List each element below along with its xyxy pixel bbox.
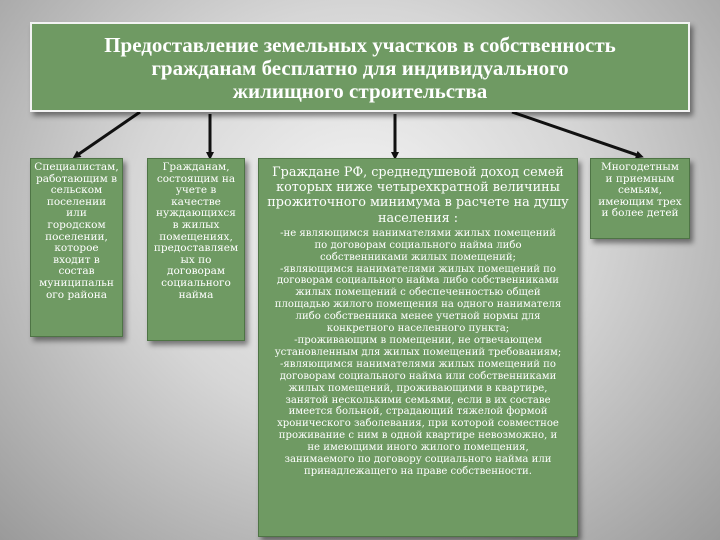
title-line: гражданам бесплатно для индивидуального <box>151 56 569 80</box>
card-text-line: качестве <box>171 195 221 208</box>
card-text-line: либо собственника менее учетной нормы для <box>295 311 541 323</box>
card-text-line: ого района <box>45 288 108 301</box>
card-text-line: конкретного населенного пункта; <box>326 323 510 335</box>
card-text-line: входит в <box>53 253 100 266</box>
card-text-line: принадлежащего на праве собственности. <box>304 465 532 477</box>
card-text-line: в жилых <box>172 218 220 231</box>
card-text-line: хронического заболевания, при которой совместное <box>277 418 559 430</box>
card-heading <box>263 165 573 226</box>
card-text-line: по договорам социального найма либо <box>314 239 522 251</box>
card-text-line: собственниками жилых помещений; <box>320 251 516 263</box>
category-large-families <box>590 158 690 239</box>
card-text-line: учете в <box>175 184 217 197</box>
card-text-line: которое <box>54 242 99 255</box>
card-text-line: нуждающихся <box>156 207 236 220</box>
card-text-line: -являющимся нанимателями жилых помещений по <box>280 263 556 275</box>
card-text-line: договорам <box>167 265 225 278</box>
card-text-line: договорам социального найма либо собственниками <box>276 275 560 287</box>
diagram-title <box>30 22 690 112</box>
card-text-line: договорам социального найма или собственниками <box>279 370 557 382</box>
card-text-line: поселении, <box>45 230 108 243</box>
card-text-line: предоставляем <box>153 242 239 255</box>
card-text-line: жилых помещений, проживающими в квартире, <box>288 382 548 394</box>
arrow-to-category-1 <box>76 112 140 156</box>
card-heading-line: прожиточного минимума в расчете на душу <box>267 195 569 211</box>
card-body <box>263 228 573 478</box>
card-text-line: найма <box>178 288 214 301</box>
card-text-line: занимаемого по договору социального найма или <box>284 454 552 466</box>
card-text-line: не имеющими иного жилого помещения, <box>307 442 529 454</box>
card-text-line: сельском <box>50 184 103 197</box>
title-line: Предоставление земельных участков в собственность <box>104 33 616 57</box>
card-text-line: имеющим трех <box>598 195 682 208</box>
card-text-line: установленным для жилых помещений требованиям; <box>274 346 562 358</box>
card-text-line: работающим в <box>35 172 117 185</box>
card-text-line: семьям, <box>617 184 663 197</box>
card-text-line: и приемным <box>605 172 675 185</box>
card-text-line: муниципальн <box>39 276 114 289</box>
title-line: жилищного строительства <box>232 79 488 103</box>
card-text-line: социального <box>161 276 231 289</box>
card-heading-line: которых ниже четырехкратной величины <box>276 180 560 196</box>
card-text-line: жилых помещений с обеспеченностью общей <box>295 287 541 299</box>
card-text-line: ых по <box>180 253 212 266</box>
category-rural-specialists <box>30 158 123 337</box>
card-text-line: имеется больной, страдающий тяжелой формой <box>288 406 548 418</box>
card-text-line: поселении <box>46 195 107 208</box>
category-low-income-citizens <box>258 158 578 537</box>
card-text-line: и более детей <box>601 207 679 220</box>
card-text-line: или <box>66 207 87 220</box>
card-text-line: помещениях, <box>159 230 233 243</box>
card-text-line: проживание с ним в одной квартире невозможно, и <box>278 430 558 442</box>
card-text-line: состоящим на <box>156 172 236 185</box>
card-text-line: занятой несколькими семьями, если в их составе <box>285 394 551 406</box>
card-heading-line: Граждане РФ, среднедушевой доход семей <box>272 165 564 180</box>
card-heading-line: населения : <box>377 210 459 226</box>
card-text-line: Специалистам, <box>34 161 119 173</box>
card-text-line: городском <box>47 218 106 231</box>
card-text-line: -не являющимся нанимателями жилых помещений <box>280 227 556 239</box>
card-text-line: Гражданам, <box>162 161 230 173</box>
arrow-to-category-4 <box>512 112 640 156</box>
card-text-line: -проживающим в помещении, не отвечающем <box>294 334 542 346</box>
card-text-line: Многодетным <box>601 161 679 173</box>
card-text-line: площадью жилого помещения на одного нанимателя <box>274 299 562 311</box>
card-text-line: состав <box>58 265 95 278</box>
category-housing-queue <box>147 158 245 341</box>
card-text-line: -являющимся нанимателями жилых помещений по <box>280 358 556 370</box>
